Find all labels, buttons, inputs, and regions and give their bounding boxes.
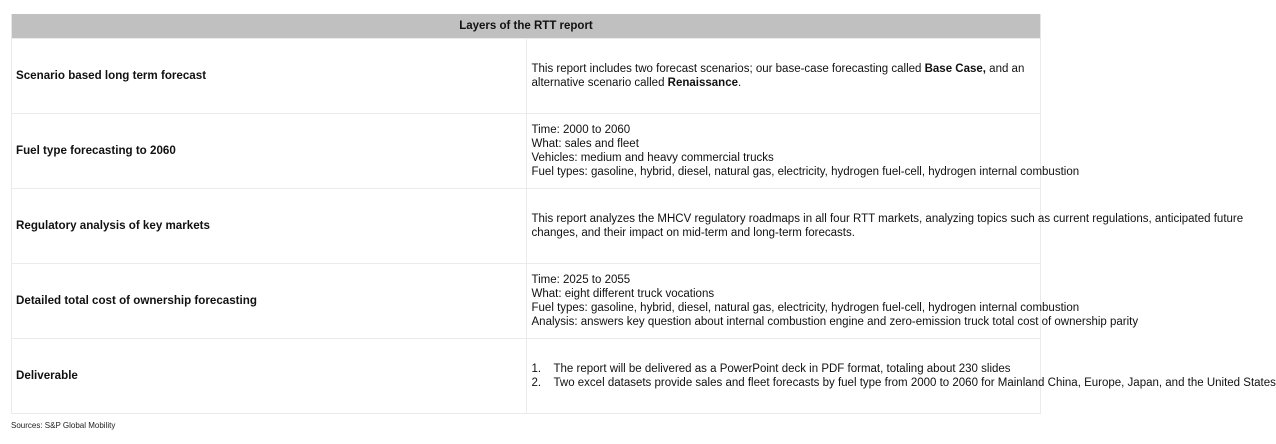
desc-line: Time: 2025 to 2055 — [531, 274, 631, 286]
row-description — [526, 39, 1041, 114]
list-number: 2. — [531, 377, 542, 389]
source-note: Sources: S&P Global Mobility — [11, 421, 116, 430]
desc-text: . — [738, 77, 742, 89]
rtt-layers-table — [11, 14, 1276, 414]
list-number: 1. — [531, 363, 542, 375]
desc-line: What: eight different truck vocations — [531, 288, 715, 300]
desc-line: Fuel types: gasoline, hybrid, diesel, natural gas, electricity, hydrogen fuel-cell, hydrogen internal combustion — [531, 302, 1080, 314]
desc-line: changes, and their impact on mid-term and long-term forecasts. — [531, 227, 855, 239]
desc-line: This report analyzes the MHCV regulatory roadmaps in all four RTT markets, analyzing topics such as current regulations, anticipated future — [531, 213, 1244, 225]
desc-line: What: sales and fleet — [531, 138, 639, 150]
row-label: Detailed total cost of ownership forecasting — [12, 264, 527, 339]
list-item — [531, 376, 1276, 390]
row-label: Deliverable — [12, 339, 527, 414]
desc-line: Fuel types: gasoline, hybrid, diesel, natural gas, electricity, hydrogen fuel-cell, hydrogen internal combustion — [531, 166, 1080, 178]
table-row — [12, 39, 1041, 114]
row-label: Fuel type forecasting to 2060 — [12, 114, 527, 189]
list-text: Two excel datasets provide sales and fleet forecasts by fuel type from 2000 to 2060 for Mainland China, Europe, Japan, and the United States — [553, 377, 1276, 389]
scenario-base-case: Base Case, — [924, 63, 986, 75]
table-header-row — [12, 14, 1041, 39]
row-description — [526, 264, 1139, 339]
deliverable-list — [531, 362, 1276, 390]
row-description — [526, 114, 1080, 189]
table-row — [12, 114, 1041, 189]
row-description — [526, 339, 1276, 414]
desc-line: Time: 2000 to 2060 — [531, 124, 631, 136]
desc-text: and an alternative scenario called — [531, 63, 1025, 89]
list-item — [532, 362, 1037, 376]
list-text: The report will be delivered as a PowerPoint deck in PDF format, totaling about 230 slides — [553, 363, 1011, 375]
row-description — [526, 189, 1244, 264]
table-row — [12, 264, 1041, 339]
desc-line: Analysis: answers key question about internal combustion engine and zero-emission truck total cost of ownership parity — [531, 316, 1139, 328]
scenario-renaissance: Renaissance — [667, 77, 738, 89]
desc-text: This report includes two forecast scenarios; our base-case forecasting called — [531, 63, 925, 75]
table-row — [12, 189, 1041, 264]
row-label: Scenario based long term forecast — [12, 39, 527, 114]
row-label: Regulatory analysis of key markets — [12, 189, 527, 264]
table-title: Layers of the RTT report — [12, 14, 1041, 39]
table-row — [12, 339, 1041, 414]
desc-line: Vehicles: medium and heavy commercial trucks — [531, 152, 774, 164]
